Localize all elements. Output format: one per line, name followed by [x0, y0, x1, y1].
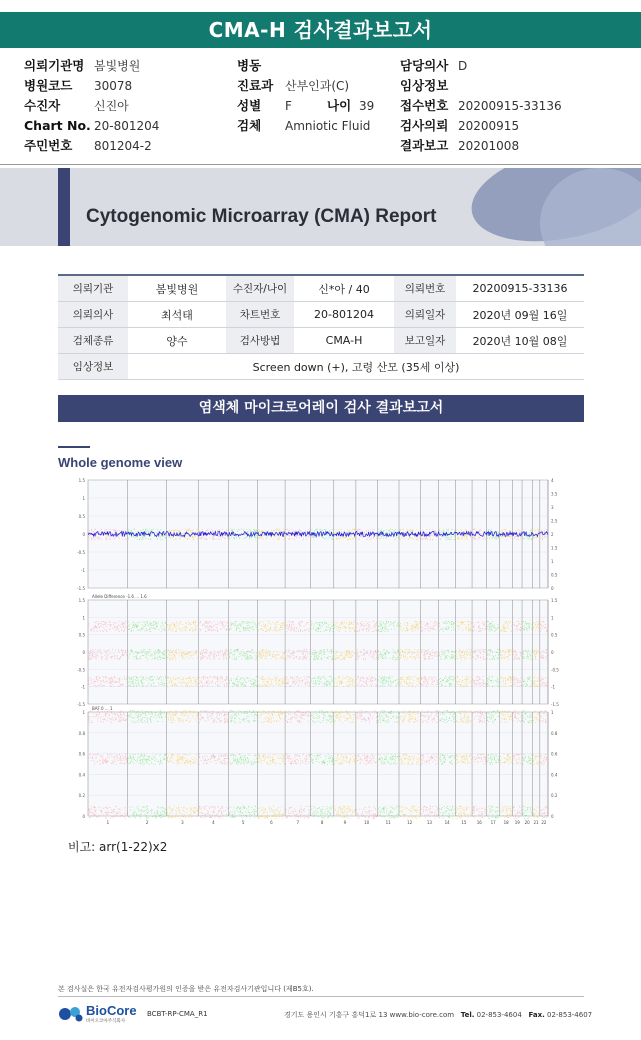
chromosome-label: 5 [241, 820, 245, 825]
y-tick-label: 0.6 [78, 751, 85, 757]
chromosome-label: 14 [444, 820, 450, 825]
y2-tick-label: 0.2 [551, 793, 558, 799]
chromosome-label: 13 [426, 820, 432, 825]
y2-tick-label: -1.5 [551, 702, 559, 707]
chromosome-label: 6 [270, 820, 273, 825]
biocore-logo: BioCore 바이오코아주식회사 [58, 1003, 148, 1025]
table-row: 의뢰의사 최석태 차트번호 20-801204 의뢰일자 2020년 09월 16일 [58, 302, 584, 328]
y2-tick-label: 3 [551, 505, 554, 510]
y2-tick-label: 0.4 [551, 772, 558, 778]
chromosome-label: 1 [106, 820, 110, 825]
y2-tick-label: 2.5 [551, 518, 558, 524]
y-tick-label: 1.5 [78, 598, 85, 603]
chromosome-label: 2 [145, 820, 149, 825]
chromosome-label: 7 [296, 820, 300, 825]
y-tick-label: 1 [82, 710, 85, 715]
chromosome-label: 10 [364, 820, 370, 825]
y2-tick-label: 1.5 [551, 598, 558, 603]
y-tick-label: 0.8 [78, 730, 85, 736]
section-title: 염색체 마이크로어레이 검사 결과보고서 [58, 395, 584, 422]
banner-accent-bar [58, 168, 70, 246]
y-tick-label: 1.5 [78, 478, 85, 483]
y2-tick-label: 1 [551, 559, 554, 564]
chromosome-label: 20 [524, 820, 530, 825]
chromosome-label: 4 [212, 820, 215, 825]
y-tick-label: -1 [81, 568, 85, 573]
y-tick-label: -1.5 [77, 586, 85, 591]
panel-label: Allele Difference -1.6 ... 1.6 [92, 594, 147, 599]
info-table [58, 274, 584, 380]
whole-genome-title: Whole genome view [58, 455, 183, 470]
y-tick-label: -1 [81, 684, 85, 690]
chromosome-label: 15 [461, 820, 467, 825]
y2-tick-label: -1 [551, 684, 555, 690]
y-tick-label: 0 [82, 814, 85, 819]
y2-tick-label: 0.8 [551, 730, 558, 736]
banner-title: Cytogenomic Microarray (CMA) Report [86, 206, 437, 227]
y-tick-label: -1.5 [77, 702, 85, 707]
report-banner [0, 168, 641, 246]
y2-tick-label: 2 [551, 532, 554, 537]
chromosome-label: 9 [343, 820, 347, 825]
divider [58, 996, 584, 997]
table-row: 검체종류 양수 검사방법 CMA-H 보고일자 2020년 10월 08일 [58, 328, 584, 354]
chromosome-label: 18 [503, 820, 509, 825]
chromosome-label: 22 [541, 820, 547, 825]
chromosome-label: 8 [320, 820, 324, 825]
chromosome-label: 19 [514, 820, 520, 825]
header-col3: 담당의사 D 임상정보 접수번호 20200915-33136 검사의뢰 20200915 결과보고 20201008 [400, 58, 562, 153]
y2-tick-label: 0 [551, 586, 554, 591]
y2-tick-label: 3.5 [551, 491, 558, 497]
y2-tick-label: 1.5 [551, 545, 558, 551]
y-tick-label: 0 [82, 650, 85, 655]
y2-tick-label: -0.5 [551, 667, 559, 673]
y2-tick-label: 0 [551, 814, 554, 819]
result-note: 비고: arr(1-22)x2 [68, 840, 168, 854]
y2-tick-label: 4 [551, 478, 554, 483]
patient-header [0, 52, 641, 165]
y-tick-label: -0.5 [77, 667, 85, 673]
panel-label: BAF 0 ... 1 [92, 706, 113, 711]
chromosome-label: 17 [490, 820, 496, 825]
chromosome-label: 21 [533, 820, 539, 825]
header-col1: 의뢰기관명 봄빛병원 병원코드 30078 수진자 신진아 Chart No. 20-801204 주민번호 801204-2 [24, 58, 160, 153]
divider [58, 446, 90, 448]
y2-tick-label: 1 [551, 615, 554, 621]
y-tick-label: 0.5 [78, 514, 85, 519]
y2-tick-label: 0.5 [551, 632, 558, 638]
y-tick-label: 0 [82, 532, 85, 537]
chromosome-label: 3 [181, 820, 184, 825]
table-row: 임상정보 Screen down (+), 고령 산모 (35세 이상) [58, 354, 584, 380]
chromosome-label: 16 [476, 820, 482, 825]
y-tick-label: 0.4 [78, 772, 85, 778]
whole-genome-chart [68, 478, 568, 826]
plot-area [88, 712, 548, 816]
contact-info: 경기도 용인시 기흥구 흥덕1로 13 www.bio-core.com Tel. 02-853-4604 Fax. 02-853-4607 [284, 1011, 593, 1019]
y2-tick-label: 1 [551, 710, 554, 715]
table-row: 의뢰기관 봄빛병원 수진자/나이 신*아 / 40 의뢰번호 20200915-33136 [58, 275, 584, 302]
certification-text: 본 검사실은 한국 유전자검사평가원의 인증을 받은 유전자검사기관입니다 (제B5호). [58, 985, 314, 993]
y-tick-label: -0.5 [77, 550, 85, 555]
y2-tick-label: 0.5 [551, 572, 558, 578]
y-tick-label: 1 [82, 615, 85, 621]
chromosome-label: 11 [385, 820, 391, 825]
y2-tick-label: 0.6 [551, 751, 558, 757]
y-tick-label: 0.5 [78, 632, 85, 638]
header-col2: 병동 진료과 산부인과(C) 성별 F 나이 39 검체 Amniotic Fluid [237, 58, 375, 133]
logo-icon [58, 1006, 84, 1022]
form-code: BCBT-RP-CMA_R1 [147, 1010, 208, 1018]
y-tick-label: 1 [82, 496, 85, 501]
y2-tick-label: 0 [551, 650, 554, 655]
chromosome-label: 12 [407, 820, 413, 825]
report-title: CMA-H 검사결과보고서 [0, 12, 641, 48]
y-tick-label: 0.2 [78, 793, 85, 799]
